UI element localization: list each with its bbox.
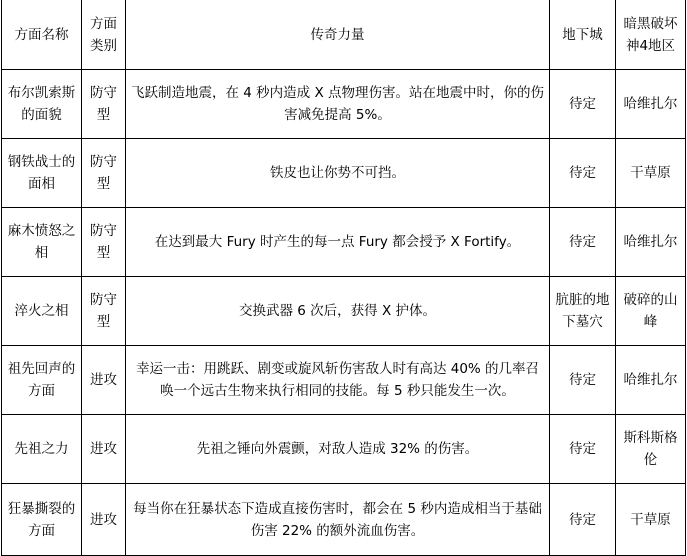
header-aspect-category: 方面类别 bbox=[82, 0, 126, 70]
region-cell: 哈维扎尔 bbox=[616, 346, 686, 415]
table-row bbox=[2, 415, 686, 484]
aspect-category-cell: 防守型 bbox=[82, 208, 126, 277]
aspect-name-cell: 淬火之相 bbox=[2, 277, 82, 346]
aspect-name-cell: 祖先回声的方面 bbox=[2, 346, 82, 415]
aspect-category-cell: 进攻 bbox=[82, 346, 126, 415]
aspect-name-cell: 先祖之力 bbox=[2, 415, 82, 484]
aspect-name-cell: 钢铁战士的面相 bbox=[2, 139, 82, 208]
aspect-name-cell: 麻木愤怒之相 bbox=[2, 208, 82, 277]
table-row bbox=[2, 208, 686, 277]
table-row bbox=[2, 139, 686, 208]
region-cell: 干草原 bbox=[616, 484, 686, 556]
legendary-power-cell: 幸运一击：用跳跃、剧变或旋风斩伤害敌人时有高达 40% 的几率召唤一个远古生物来执行相同的技能。每 5 秒只能发生一次。 bbox=[126, 346, 550, 415]
region-cell: 破碎的山峰 bbox=[616, 277, 686, 346]
table-row bbox=[2, 277, 686, 346]
aspect-name-cell: 狂暴撕裂的方面 bbox=[2, 484, 82, 556]
table-row bbox=[2, 70, 686, 139]
header-dungeon: 地下城 bbox=[550, 0, 616, 70]
region-cell: 哈维扎尔 bbox=[616, 70, 686, 139]
legendary-power-cell: 在达到最大 Fury 时产生的每一点 Fury 都会授予 X Fortify。 bbox=[126, 208, 550, 277]
legendary-power-cell: 铁皮也让你势不可挡。 bbox=[126, 139, 550, 208]
aspect-category-cell: 防守型 bbox=[82, 277, 126, 346]
region-cell: 斯科斯格伦 bbox=[616, 415, 686, 484]
dungeon-cell: 待定 bbox=[550, 415, 616, 484]
region-cell: 哈维扎尔 bbox=[616, 208, 686, 277]
legendary-power-cell: 先祖之锤向外震颤，对敌人造成 32% 的伤害。 bbox=[126, 415, 550, 484]
dungeon-cell: 肮脏的地下墓穴 bbox=[550, 277, 616, 346]
legendary-power-cell: 交换武器 6 次后，获得 X 护体。 bbox=[126, 277, 550, 346]
legendary-power-cell: 每当你在狂暴状态下造成直接伤害时，都会在 5 秒内造成相当于基础伤害 22% 的额外流血伤害。 bbox=[126, 484, 550, 556]
aspect-category-cell: 进攻 bbox=[82, 415, 126, 484]
dungeon-cell: 待定 bbox=[550, 208, 616, 277]
dungeon-cell: 待定 bbox=[550, 70, 616, 139]
aspect-name-cell: 布尔凯索斯的面貌 bbox=[2, 70, 82, 139]
dungeon-cell: 待定 bbox=[550, 484, 616, 556]
table-row bbox=[2, 484, 686, 556]
header-aspect-name: 方面名称 bbox=[2, 0, 82, 70]
legendary-power-cell: 飞跃制造地震，在 4 秒内造成 X 点物理伤害。站在地震中时，你的伤害减免提高 5%。 bbox=[126, 70, 550, 139]
aspect-category-cell: 进攻 bbox=[82, 484, 126, 556]
dungeon-cell: 待定 bbox=[550, 346, 616, 415]
table-row bbox=[2, 346, 686, 415]
aspect-category-cell: 防守型 bbox=[82, 139, 126, 208]
aspect-category-cell: 防守型 bbox=[82, 70, 126, 139]
header-region: 暗黑破坏神4地区 bbox=[616, 0, 686, 70]
table-header-row bbox=[2, 0, 686, 70]
region-cell: 干草原 bbox=[616, 139, 686, 208]
dungeon-cell: 待定 bbox=[550, 139, 616, 208]
header-legendary-power: 传奇力量 bbox=[126, 0, 550, 70]
aspects-table bbox=[1, 0, 686, 556]
